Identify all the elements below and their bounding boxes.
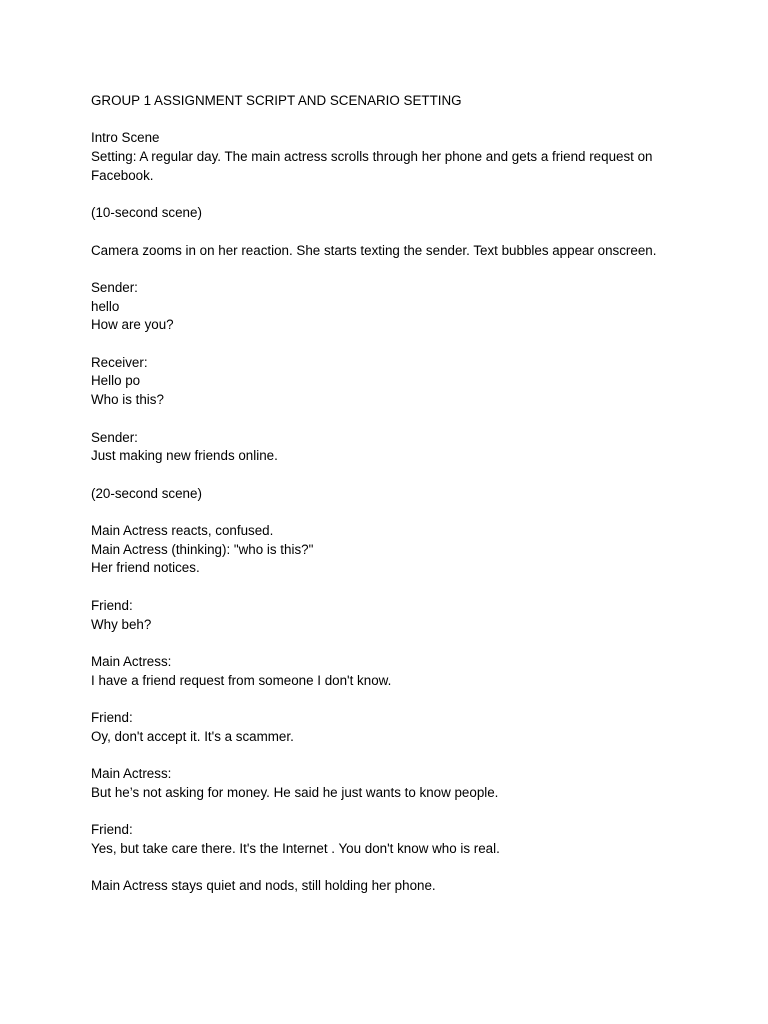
script-line: Intro Scene [91, 130, 160, 146]
script-line: How are you? [91, 317, 174, 333]
script-line: Camera zooms in on her reaction. She starts texting the sender. Text bubbles appear onscreen. [91, 242, 657, 258]
script-line: But he’s not asking for money. He said he just wants to know people. [91, 784, 499, 800]
script-line: Why beh? [91, 616, 152, 632]
script-line: Hello po [91, 373, 141, 389]
script-line: Main Actress stays quiet and nods, still holding her phone. [91, 878, 436, 894]
script-block [91, 709, 691, 746]
paragraph-gap [91, 746, 691, 765]
script-line: Friend: [91, 710, 133, 726]
paragraph-gap [91, 803, 691, 822]
paragraph-gap [91, 410, 691, 429]
script-line: Main Actress: [91, 653, 172, 669]
script-line: Main Actress reacts, confused. [91, 523, 274, 539]
paragraph-gap [91, 466, 691, 485]
script-block [91, 765, 691, 802]
paragraph-gap [91, 186, 691, 205]
script-block [91, 597, 691, 634]
script-block [91, 653, 691, 690]
document-title: GROUP 1 ASSIGNMENT SCRIPT AND SCENARIO SETTING [91, 93, 462, 108]
script-block [91, 279, 691, 335]
script-line: Main Actress (thinking): "who is this?" [91, 541, 314, 557]
script-line: Who is this? [91, 392, 164, 408]
script-line: Setting: A regular day. The main actress scrolls through her phone and gets a friend request on [91, 149, 653, 165]
paragraph-gap [91, 578, 691, 597]
paragraph-gap [91, 503, 691, 522]
script-blocks [91, 129, 691, 896]
script-line: Main Actress: [91, 766, 172, 782]
paragraph-gap [91, 634, 691, 653]
paragraph-gap [91, 260, 691, 279]
script-block [91, 242, 691, 261]
script-block [91, 129, 691, 185]
script-line: Friend: [91, 822, 133, 838]
script-line: hello [91, 298, 120, 314]
script-line: Just making new friends online. [91, 448, 278, 464]
paragraph-gap [91, 335, 691, 354]
script-line: Her friend notices. [91, 560, 200, 576]
script-block [91, 204, 691, 223]
document-body [91, 92, 691, 896]
script-block [91, 877, 691, 896]
paragraph-gap [91, 223, 691, 242]
script-line: Oy, don't accept it. It's a scammer. [91, 728, 294, 744]
script-line: Friend: [91, 597, 133, 613]
script-line: Sender: [91, 279, 138, 295]
script-block [91, 485, 691, 504]
script-block [91, 429, 691, 466]
script-block [91, 522, 691, 578]
script-line: Yes, but take care there. It's the Internet . You don't know who is real. [91, 840, 500, 856]
script-block [91, 354, 691, 410]
paragraph-gap [91, 859, 691, 878]
script-line: (10-second scene) [91, 205, 202, 221]
paragraph-gap [91, 690, 691, 709]
script-line: Receiver: [91, 354, 148, 370]
script-line: Sender: [91, 429, 138, 445]
script-line: I have a friend request from someone I don't know. [91, 672, 392, 688]
script-block [91, 821, 691, 858]
script-line: Facebook. [91, 167, 154, 183]
script-line: (20-second scene) [91, 485, 202, 501]
